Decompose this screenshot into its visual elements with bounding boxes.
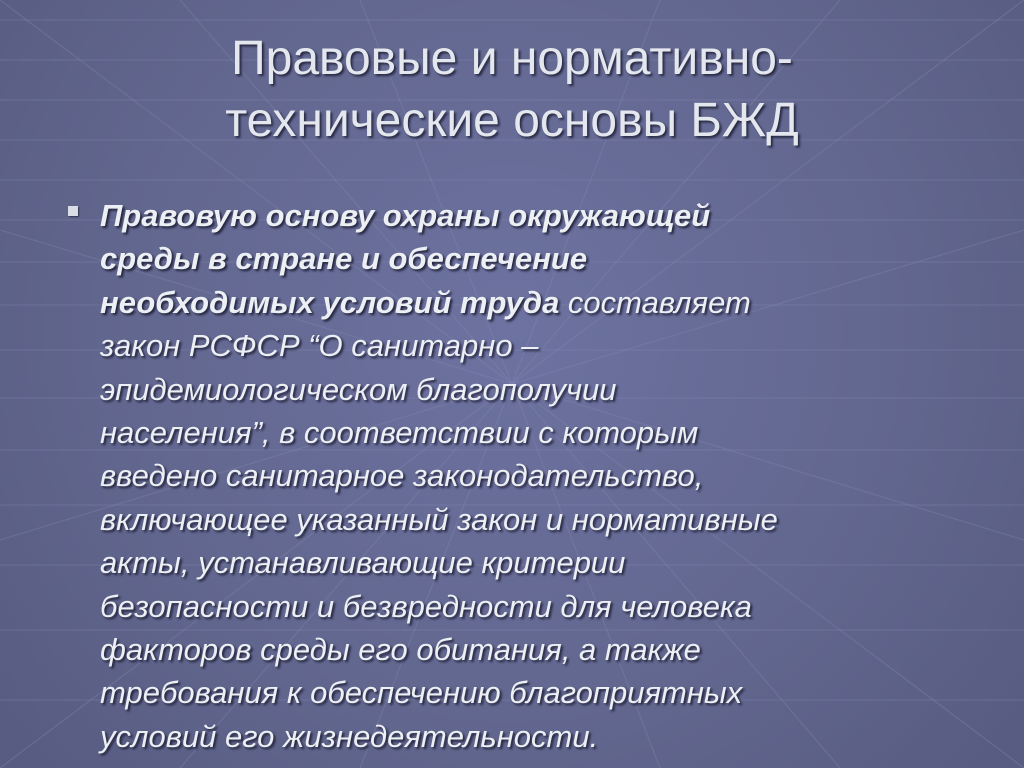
- bullet-line-12: требования к обеспечению благоприятных: [100, 675, 743, 711]
- bullet-line-11: факторов среды его обитания, а также: [100, 632, 701, 668]
- bullet-item: [62, 194, 982, 758]
- bullet-line-3-continuation: составляет: [559, 284, 751, 320]
- slide-body: [62, 194, 982, 758]
- slide-title-line-2: технические основы БЖД: [225, 94, 799, 147]
- bullet-line-3: [100, 281, 982, 324]
- bullet-bold-line-1: Правовую основу охраны окружающей: [100, 198, 711, 233]
- bullet-text: [100, 194, 982, 758]
- slide-title: [60, 28, 964, 152]
- square-bullet-icon: [68, 206, 78, 216]
- bullet-line-9: акты, устанавливающие критерии: [100, 545, 626, 581]
- bullet-line-6: населения”, в соответствии с которым: [100, 415, 699, 451]
- bullet-line-10: безопасности и безвредности для человека: [100, 588, 752, 624]
- bullet-bold-line-3: необходимых условий труда: [100, 284, 560, 320]
- bullet-line-4: закон РСФСР “О санитарно –: [100, 328, 539, 364]
- slide-title-line-1: Правовые и нормативно-: [231, 32, 793, 85]
- bullet-line-5: эпидемиологическом благополучии: [100, 371, 617, 407]
- bullet-line-8: включающее указанный закон и нормативные: [100, 501, 778, 537]
- bullet-bold-line-2: среды в стране и обеспечение: [100, 241, 588, 277]
- bullet-line-7: введено санитарное законодательство,: [100, 458, 704, 494]
- bullet-line-13: условий его жизнедеятельности.: [100, 718, 599, 754]
